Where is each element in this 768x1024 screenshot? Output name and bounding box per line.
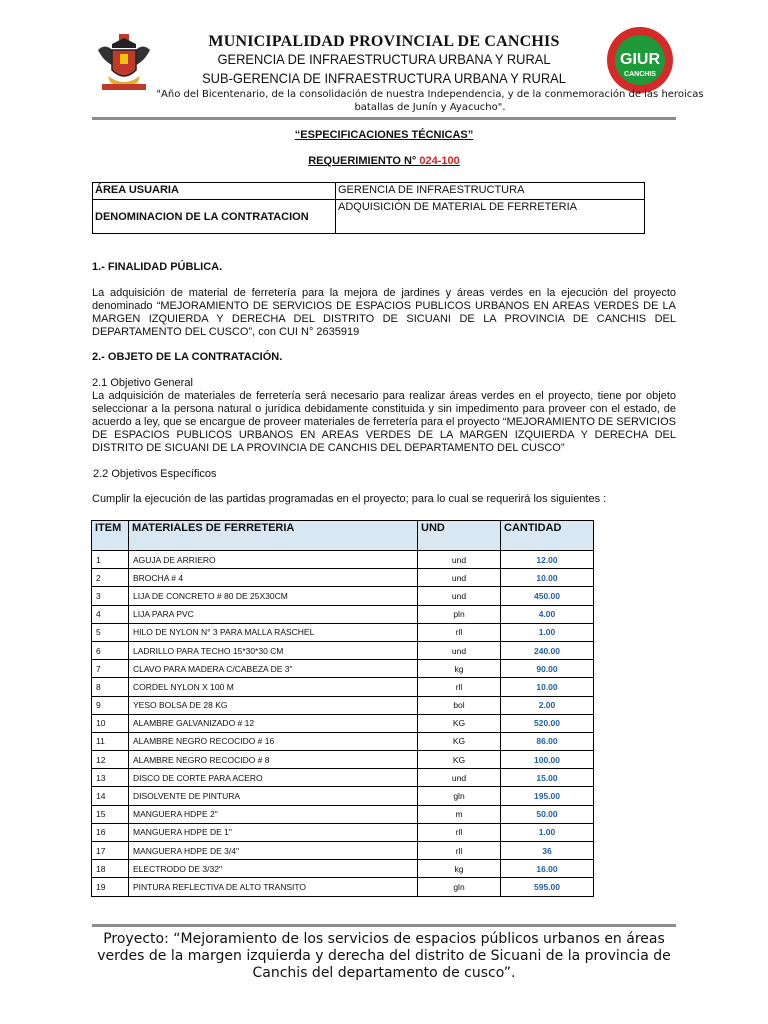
row-item: 19	[92, 878, 129, 896]
table-row	[92, 732, 594, 750]
table-row	[92, 787, 594, 805]
row-quantity: 450.00	[501, 587, 594, 605]
table-row	[92, 587, 594, 605]
denomination-value: ADQUISICIÓN DE MATERIAL DE FERRETERIA	[336, 200, 645, 234]
row-material: YESO BOLSA DE 28 KG	[129, 696, 418, 714]
row-quantity: 2.00	[501, 696, 594, 714]
table-row	[92, 751, 594, 769]
row-unit: rll	[418, 623, 501, 641]
row-unit: gln	[418, 787, 501, 805]
row-quantity: 595.00	[501, 878, 594, 896]
row-quantity: 16.00	[501, 860, 594, 878]
row-quantity: 10.00	[501, 569, 594, 587]
row-item: 3	[92, 587, 129, 605]
header-material: MATERIALES DE FERRETERIA	[129, 521, 418, 551]
row-unit: kg	[418, 860, 501, 878]
section-1-body: La adquisición de material de ferretería para la mejora de jardines y áreas verdes en la ejecución del proyecto denominado “MEJORAMIENTO DE SERVICIOS DE ESPACIOS PUBLICOS URBANOS EN AREAS VERDES DE LA MARGEN IZQUIERDA Y DERECHA DEL DISTRITO DE SICUANI DE LA PROVINCIA DE CANCHIS DEL DEPARTAMENTO DEL CUSCO”, con CUI N° 2635919	[92, 287, 676, 338]
subgerencia-title: SUB-GERENCIA DE INFRAESTRUCTURA URBANA Y RURAL	[202, 70, 566, 86]
requirement-code: 024-100	[419, 155, 460, 167]
row-material: CLAVO PARA MADERA C/CABEZA DE 3"	[129, 660, 418, 678]
row-quantity: 4.00	[501, 605, 594, 623]
row-unit: pln	[418, 605, 501, 623]
row-material: ELECTRODO DE 3/32"	[129, 860, 418, 878]
gerencia-title: GERENCIA DE INFRAESTRUCTURA URBANA Y RURAL	[217, 51, 551, 67]
row-quantity: 100.00	[501, 751, 594, 769]
row-material: BROCHA # 4	[129, 569, 418, 587]
table-row	[92, 605, 594, 623]
info-table	[92, 182, 645, 234]
row-unit: rll	[418, 823, 501, 841]
row-item: 15	[92, 805, 129, 823]
requirement-number	[0, 155, 768, 167]
table-row	[92, 805, 594, 823]
row-item: 7	[92, 660, 129, 678]
row-material: ALAMBRE NEGRO RECOCIDO # 16	[129, 732, 418, 750]
table-row	[92, 641, 594, 659]
area-value: GERENCIA DE INFRAESTRUCTURA	[336, 183, 645, 200]
table-row	[92, 678, 594, 696]
row-unit: und	[418, 769, 501, 787]
row-item: 5	[92, 623, 129, 641]
row-item: 4	[92, 605, 129, 623]
row-unit: bol	[418, 696, 501, 714]
row-quantity: 520.00	[501, 714, 594, 732]
table-row	[92, 660, 594, 678]
section-2-title: 2.- OBJETO DE LA CONTRATACIÓN.	[92, 351, 283, 363]
row-material: LADRILLO PARA TECHO 15*30*30 CM	[129, 641, 418, 659]
row-material: PINTURA REFLECTIVA DE ALTO TRANSITO	[129, 878, 418, 896]
row-material: MANGUERA HDPE DE 3/4"	[129, 842, 418, 860]
row-unit: gln	[418, 878, 501, 896]
materials-table	[91, 520, 594, 897]
table-row	[92, 569, 594, 587]
table-row	[92, 769, 594, 787]
row-item: 9	[92, 696, 129, 714]
header-unit: UND	[418, 521, 501, 551]
row-material: AGUJA DE ARRIERO	[129, 551, 418, 569]
row-material: LIJA PARA PVC	[129, 605, 418, 623]
row-item: 12	[92, 751, 129, 769]
header-quantity: CANTIDAD	[501, 521, 594, 551]
requirement-label: REQUERIMIENTO N°	[308, 155, 420, 167]
row-item: 17	[92, 842, 129, 860]
table-row	[92, 714, 594, 732]
row-material: MANGUERA HDPE 2"	[129, 805, 418, 823]
row-unit: KG	[418, 714, 501, 732]
section-2-2-body: Cumplir la ejecución de las partidas programadas en el proyecto; para lo cual se requerirá los siguientes :	[92, 493, 607, 505]
row-item: 10	[92, 714, 129, 732]
row-item: 11	[92, 732, 129, 750]
row-unit: rll	[418, 678, 501, 696]
section-2-2-title: 2.2 Objetivos Específicos	[93, 468, 217, 480]
table-row	[92, 696, 594, 714]
table-row	[92, 623, 594, 641]
row-item: 14	[92, 787, 129, 805]
section-2-1-body: La adquisición de materiales de ferretería será necesario para realizar áreas verdes en el proyecto, tiene por objeto seleccionar a la persona natural o jurídica debidamente constituida y sin impedimento para proveer con el estado, de acuerdo a ley, que se encargue de proveer materiales de ferretería para el proyecto “MEJORAMIENTO DE SERVICIOS DE ESPACIOS PUBLICOS URBANOS EN AREAS VERDES DE LA MARGEN IZQUIERDA Y DERECHA DEL DISTRITO DE SICUANI DE LA PROVINCIA DE CANCHIS DEL DEPARTAMENTO DEL CUSCO”	[92, 390, 676, 454]
footer-project: Proyecto: “Mejoramiento de los servicios de espacios públicos urbanos en áreas verdes de la margen izquierda y derecha del distrito de Sicuani de la provincia de Canchis del departamento de cusco”.	[97, 931, 671, 981]
denomination-label: DENOMINACION DE LA CONTRATACION	[93, 200, 336, 234]
row-quantity: 195.00	[501, 787, 594, 805]
row-quantity: 240.00	[501, 641, 594, 659]
row-item: 6	[92, 641, 129, 659]
row-item: 1	[92, 551, 129, 569]
municipality-title: MUNICIPALIDAD PROVINCIAL DE CANCHIS	[208, 33, 560, 50]
section-1-title: 1.- FINALIDAD PÚBLICA.	[92, 261, 223, 273]
row-quantity: 1.00	[501, 623, 594, 641]
row-material: ALAMBRE GALVANIZADO # 12	[129, 714, 418, 732]
row-unit: KG	[418, 732, 501, 750]
row-quantity: 15.00	[501, 769, 594, 787]
row-unit: und	[418, 569, 501, 587]
row-unit: m	[418, 805, 501, 823]
table-row	[92, 860, 594, 878]
row-material: CORDEL NYLON X 100 M	[129, 678, 418, 696]
document-title: “ESPECIFICACIONES TÉCNICAS”	[294, 129, 474, 141]
year-quote: "Año del Bicentenario, de la consolidación de nuestra Independencia, y de la conmemoración de las heroicas batallas de Junín y Ayacucho".	[156, 89, 704, 113]
row-unit: kg	[418, 660, 501, 678]
header-item: ITEM	[92, 521, 129, 551]
footer-divider	[92, 924, 676, 927]
area-label: ÁREA USUARIA	[93, 183, 336, 200]
row-unit: und	[418, 641, 501, 659]
row-quantity: 1.00	[501, 823, 594, 841]
section-2-1-title: 2.1 Objetivo General	[92, 377, 193, 389]
row-item: 2	[92, 569, 129, 587]
row-material: DISOLVENTE DE PINTURA	[129, 787, 418, 805]
row-material: HILO DE NYLON N° 3 PARA MALLA RASCHEL	[129, 623, 418, 641]
table-row	[92, 842, 594, 860]
row-quantity: 10.00	[501, 678, 594, 696]
table-row	[92, 878, 594, 896]
row-unit: und	[418, 587, 501, 605]
table-row	[92, 823, 594, 841]
row-unit: KG	[418, 751, 501, 769]
row-material: MANGUERA HDPE DE 1"	[129, 823, 418, 841]
row-quantity: 86.00	[501, 732, 594, 750]
row-material: LIJA DE CONCRETO # 80 DE 25X30CM	[129, 587, 418, 605]
row-material: DISCO DE CORTE PARA ACERO	[129, 769, 418, 787]
table-row	[92, 551, 594, 569]
row-item: 16	[92, 823, 129, 841]
row-item: 13	[92, 769, 129, 787]
header-divider	[92, 117, 676, 120]
row-item: 8	[92, 678, 129, 696]
row-item: 18	[92, 860, 129, 878]
row-unit: rll	[418, 842, 501, 860]
row-quantity: 12.00	[501, 551, 594, 569]
row-unit: und	[418, 551, 501, 569]
svg-text:CANCHIS: CANCHIS	[624, 71, 656, 78]
row-quantity: 90.00	[501, 660, 594, 678]
svg-text:GIUR: GIUR	[620, 51, 660, 68]
row-quantity: 36	[501, 842, 594, 860]
row-material: ALAMBRE NEGRO RECOCIDO # 8	[129, 751, 418, 769]
row-quantity: 50.00	[501, 805, 594, 823]
